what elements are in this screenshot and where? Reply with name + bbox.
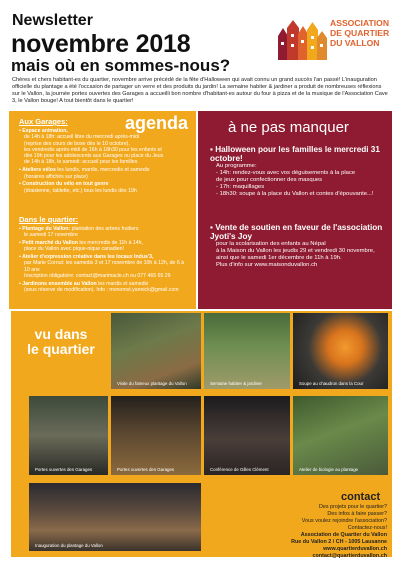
photo-habiter-jardiner: [204, 313, 290, 389]
contact-email-link[interactable]: contact@quartierduvallon.ch: [312, 553, 387, 559]
agenda-item-line: (reprise des cours de boxe dès le 10 octobre),: [24, 140, 130, 147]
npm-line: - 18h30: soupe à la place du Vallon et contes d'épouvante...!: [216, 191, 374, 198]
contact-org: Association de Quartier du Vallon: [300, 532, 387, 538]
header-newsletter: Newsletter: [12, 12, 93, 29]
contact-question: Vous voulez rejoindre l'association?: [301, 518, 387, 524]
photo-atelier-biologie: [293, 396, 388, 475]
npm-line: ainsi que le samedi 1er décembre de 11h à 19h.: [216, 255, 342, 262]
agenda-item-title: ▪ Espace animation,: [19, 128, 68, 134]
agenda-item-line: (draisienne, tablette, etc.) tous les lundis dès 19h: [24, 187, 137, 194]
photo-inauguration: [29, 483, 201, 551]
agenda-item-title: ▪ Petit marché du Vallon: [19, 240, 78, 247]
agenda-item-line: plantation des arbres fruitiers: [70, 226, 139, 232]
vente-section: [210, 223, 388, 269]
vente-title-text: Vente de soutien en faveur de l'association Jyoti's Joy: [210, 223, 383, 241]
agenda-item-line: place du Vallon avec pique-nique canadien!: [24, 246, 124, 253]
npm-line: Au programme:: [216, 163, 257, 169]
npm-line: - 17h: maquillages: [216, 184, 265, 191]
agenda-item-line: les lundis, mardis, mercredis et samedis: [55, 167, 150, 174]
contact-block: [280, 504, 387, 560]
agenda-item-title: ▪ Atelier d'expression créative dans les locaux Indus'3,: [19, 254, 154, 261]
npm-line: Plus d'info sur www.maisonduvallon.ch: [216, 262, 318, 269]
logo-text: ASSOCIATION DE QUARTIER DU VALLON: [330, 18, 390, 48]
agenda-item: [19, 226, 191, 239]
houses-logo-icon: [278, 18, 328, 62]
photo-caption: Conférence de Gilles Clément: [210, 467, 269, 472]
contact-web-link[interactable]: www.quartierduvallon.ch: [323, 546, 387, 552]
photo-plantage-visit: [111, 313, 201, 389]
photo-caption: Soupe au chaudron dans la Cour: [299, 381, 364, 386]
agenda-panel: [9, 111, 196, 309]
vente-lines: [216, 241, 388, 269]
photo-caption: Atelier de biologie au plantage: [299, 467, 359, 472]
contact-address: Rue du Vallon 2 / CH - 1005 Lausanne: [291, 539, 387, 545]
agenda-item-line: (sous réserve de modification). Info : monomst.yannick@gmail.com: [24, 287, 179, 294]
ne-pas-manquer-panel: [198, 111, 392, 309]
npm-title: à ne pas manquer: [228, 119, 349, 136]
contact-question: Contactez-nous!: [347, 525, 387, 531]
photo-portes-ouvertes-2: [111, 396, 201, 475]
agenda-item-title: ▪ Plantage du Vallon:: [19, 226, 71, 232]
quartier-list: [19, 226, 191, 295]
agenda-item: [19, 181, 191, 194]
photo-portes-ouvertes-1: [29, 396, 108, 475]
npm-line: de jeux pour confectionner des masques: [216, 177, 323, 184]
header-subtitle: mais où en sommes-nous?: [11, 56, 231, 75]
agenda-item-line: (horaires affichés sur place): [24, 173, 88, 180]
garages-list: [19, 128, 191, 195]
npm-line: - 14h: rendez-vous avec vos déguisements à la place: [216, 170, 356, 177]
agenda-item: [19, 128, 191, 166]
halloween-title: ▪ Halloween pour les familles le mercredi 31 octobre!: [210, 145, 380, 163]
agenda-item-title: ▪ Construction du vélo en tout genre: [19, 181, 109, 188]
agenda-title: agenda: [125, 113, 189, 133]
agenda-item-line: le samedi 17 novembre: [24, 232, 78, 239]
agenda-item-line: de 14h à 18h, le samedi: accueil pour les familles: [24, 159, 138, 166]
agenda-item: [19, 281, 191, 294]
agenda-item-line: les vendredis après-midi de 16h à 18h30 pour les enfants et: [24, 146, 162, 153]
contact-title: contact: [341, 491, 381, 503]
header-title: novembre 2018: [11, 30, 191, 58]
agenda-item-line: Inscription obligatoire: contact@marimacle.ch ou 077 465 65 29: [24, 273, 171, 280]
photo-caption: Portes ouvertes des Garages: [35, 467, 93, 472]
halloween-lines: [216, 163, 388, 198]
agenda-item-title: ▪ Ateliers vélos: [19, 167, 56, 174]
photo-conference: [204, 396, 290, 475]
photo-caption: Visite du fameux plantage du Vallon: [117, 381, 187, 386]
photo-soupe: [293, 313, 388, 389]
halloween-section: [210, 145, 388, 198]
agenda-item-title: ▪ Jardinons ensemble au Vallon: [19, 280, 97, 287]
garages-heading: Aux Garages:: [19, 117, 68, 126]
association-logo: [278, 14, 396, 66]
contact-question: Des projets pour le quartier?: [318, 504, 387, 510]
agenda-item-line: par Marie Cornut: les samedis 3 et 17 novembre de 10h à 12h, de 6 à 10 ans: [24, 260, 185, 273]
contact-question: Des infos à faire passer?: [327, 511, 387, 517]
npm-line: à la Maison du Vallon les jeudis 29 et vendredi 30 novembre,: [216, 248, 375, 255]
vu-title: vu dans le quartier: [27, 326, 95, 357]
agenda-item: [19, 254, 191, 279]
npm-line: pour la scolarisation des enfants au Népal: [216, 241, 326, 247]
halloween-title-text: Halloween pour les familles le mercredi 31 octobre!: [210, 145, 380, 163]
quartier-heading: Dans le quartier:: [19, 215, 79, 224]
agenda-item: [19, 167, 191, 180]
photo-caption: Portes ouvertes des Garages: [117, 467, 175, 472]
intro-paragraph: Chères et chers habitant-es du quartier, novembre arrive précédé de la fête d'Halloween qui avait connu un grand succès l'an passé! L'inauguration officielle du plantage a été l'occasion de partager un verre et des produits du jardin! La semaine habiter & jardiner a produit de nombreuses réflexions sur le Vallon, la journée portes ouvertes des Garages a accueilli bon nombre d'habitant-es autour du four à pizza et de la musique de l'Association Cave 3, le Vallon bouge! A tout bientôt dans le quartier!: [12, 77, 388, 105]
photo-caption: Semaine habiter & jardiner: [210, 381, 262, 386]
agenda-item-line: dès 19h pour les adolescents aux Garages ou place du Jeux: [24, 153, 164, 160]
photo-caption: Inauguration du plantage du Vallon: [35, 543, 103, 548]
agenda-item: [19, 240, 191, 253]
agenda-item-line: de 14h à 18h: accueil libre du mercredi après-midi: [24, 134, 140, 141]
agenda-item-line: les mercredis de 11h à 14h,: [77, 240, 143, 247]
vente-title: ▪ Vente de soutien en faveur de l'association Jyoti's Joy: [210, 223, 383, 241]
agenda-item-line: les mardis et samedis: [96, 280, 149, 287]
